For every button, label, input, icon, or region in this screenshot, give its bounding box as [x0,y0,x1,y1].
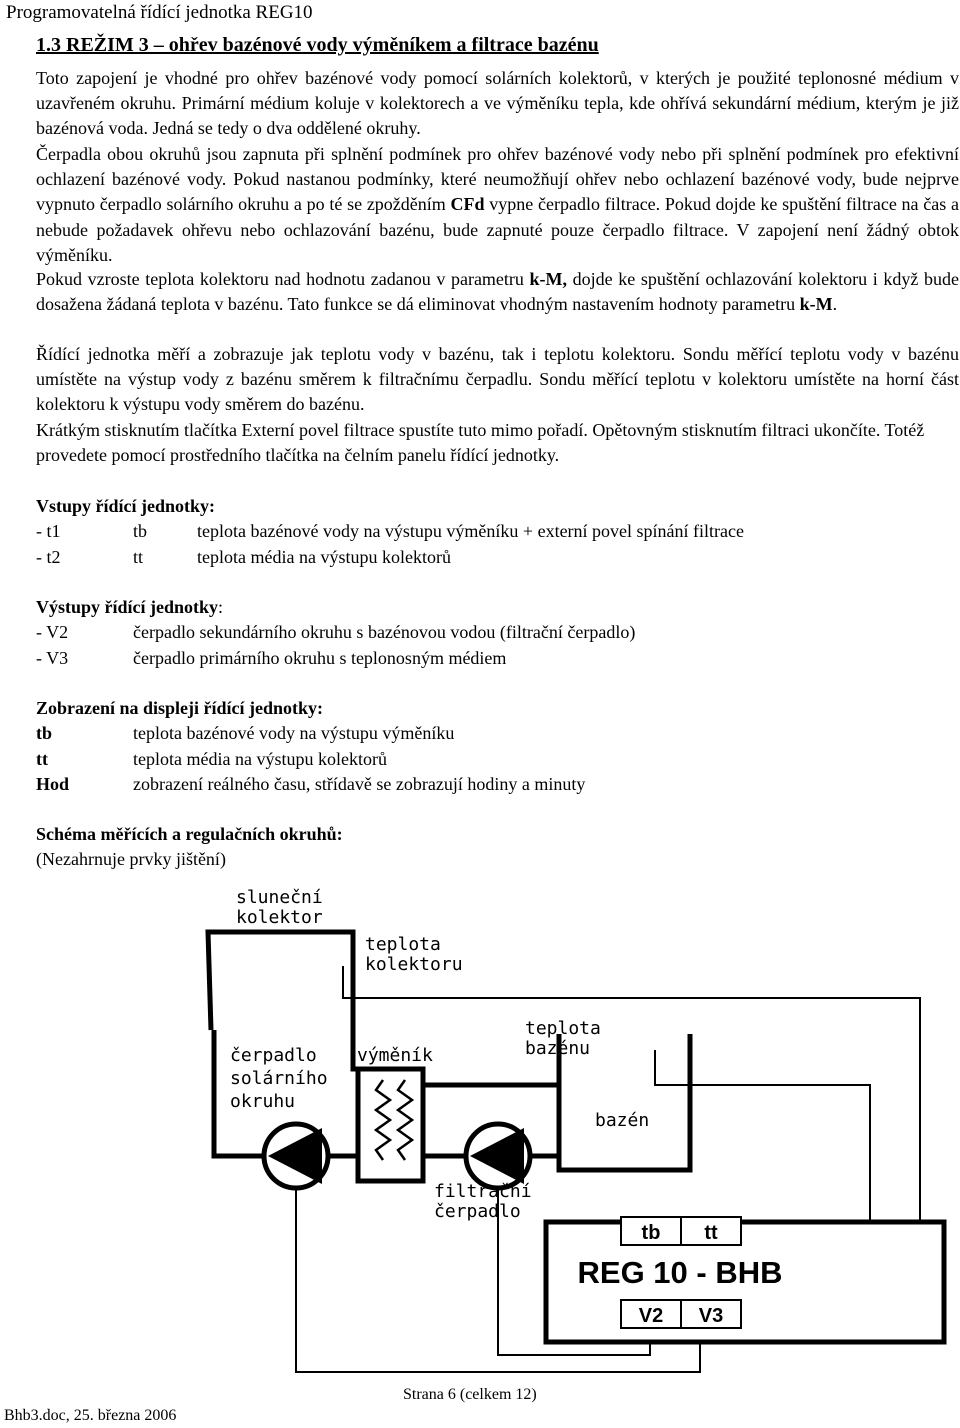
filter-pump-icon [466,1124,530,1188]
input-code: tb [133,521,148,542]
input-desc: teplota média na výstupu kolektorů [197,546,451,567]
paragraph-pumps-text-a: Čerpadla obou okruhů jsou zapnuta při splnění podmínek pro ohřev bazénové vody nebo při splnění podmínek pro efektivní ochlazení bazénové vody. Pokud nastanou podmínky, které neumožňují ohřev nebo ochlazení bazénové vody, bude nejprve vypnuto čerpadlo solárního okruhu a po té se zpožděním [36,144,959,215]
paragraph-filtration-text: Krátkým stisknutím tlačítka Externí povel filtrace spustíte tuto mimo pořadí. Opětovným stisknutím filtraci ukončíte. Totéž provedete pomocí prostředního tlačítka na čelním panelu řídící jednotky. [36,420,925,466]
controller-output-v2: V2 [638,1305,664,1327]
display-code: Hod [36,773,70,794]
label-collector-temp-2: kolektoru [365,954,463,975]
label-solar-pump-2: solárního [230,1068,328,1089]
label-collector-temp-1: teplota [365,934,441,955]
display-desc: zobrazení reálného času, střídavě se zobrazují hodiny a minuty [133,773,586,794]
inputs-heading: Vstupy řídící jednotky: [36,496,216,516]
display-desc: teplota bazénové vody na výstupu výměníku [133,723,455,744]
label-solar-pump-1: čerpadlo [230,1045,317,1066]
wire-sensor-pool [655,1050,870,1222]
outputs-heading-text: Výstupy řídící jednotky [36,597,219,617]
input-id: - t2 [36,546,61,567]
output-id: - V3 [36,647,69,668]
label-pool-temp-2: bazénu [525,1038,591,1059]
paragraph-cooling-text-b: dojde ke spuštění ochlazování kolektoru i když bude dosažena žádaná teplota v bazénu. Tato funkce se dá eliminovat vhodným nastavením hodnoty parametru [36,269,959,315]
section-title: 1.3 REŽIM 3 – ohřev bazénové vody výměníkem a filtrace bazénu [36,34,599,56]
display-code: tt [36,748,48,769]
schema-heading: Schéma měřících a regulačních okruhů: [36,824,343,844]
outputs-heading-colon: : [218,597,224,617]
label-filter-pump-2: čerpadlo [434,1201,521,1222]
display-desc: teplota média na výstupu kolektorů [133,748,387,769]
controller-input-tt: tt [704,1222,718,1244]
input-code: tt [133,546,144,567]
wire-sensor-collector [343,966,920,1222]
solar-pump-icon [264,1124,328,1188]
label-exchanger: výměník [357,1045,433,1066]
schema-note: (Nezahrnuje prvky jištění) [36,849,226,870]
output-desc: čerpadlo sekundárního okruhu s bazénovou vodou (filtrační čerpadlo) [133,622,636,643]
controller-unit [546,1217,944,1342]
label-pool-temp-1: teplota [525,1018,601,1039]
controller-input-tb: tb [641,1222,661,1244]
paragraph-sensors-text: Řídící jednotka měří a zobrazuje jak teplotu vody v bazénu, tak i teplotu kolektoru. Sondu měřící teplotu vody v bazénu umístěte na výstup vody z bazénu směrem k filtračnímu čerpadlu. Sondu měřící teplotu v kolektoru umístěte na horní část kolektoru k výstupu vody směrem do bazénu. [36,344,959,415]
file-info: Bhb3.doc, 25. března 2006 [4,1407,177,1424]
controller-output-v3: V3 [698,1305,724,1327]
display-code: tb [36,723,53,744]
page-number: Strana 6 (celkem 12) [403,1386,537,1403]
param-km-1: k-M, [529,269,568,289]
param-cfd: CFd [450,194,485,215]
solar-collector [208,932,353,1030]
input-desc: teplota bazénové vody na výstupu výměníku + externí povel spínání filtrace [197,521,744,542]
running-header: Programovatelná řídící jednotka REG10 [6,2,313,23]
controller-name: REG 10 - BHB [577,1255,783,1290]
paragraph-pumps-text-b: vypne čerpadlo filtrace. Pokud dojde ke spuštění filtrace na čas a nebude požadavek ohřevu nebo ochlazování bazénu, bude zapnuté pouze čerpadlo filtrace. V zapojení není žádný obtok výměníku. [36,194,959,265]
heat-exchanger [358,1069,423,1181]
input-id: - t1 [36,521,61,542]
heat-exchanger-coils [376,1080,412,1160]
label-pool: bazén [595,1110,650,1131]
paragraph-intro-text: Toto zapojení je vhodné pro ohřev bazénové vody pomocí solárních kolektorů, v kterých je použité teplonosné médium v uzavřeném okruhu. Primární médium koluje v kolektorech a ve výměníku tepla, kde ohřívá sekundární médium, kterým je již bazénová voda. Jedná se tedy o dva oddělené okruhy. [36,68,959,139]
paragraph-cooling-text-a: Pokud vzroste teplota kolektoru nad hodnotu zadanou v parametru [36,269,530,289]
param-km-2: k-M [799,294,833,315]
output-desc: čerpadlo primárního okruhu s teplonosným médiem [133,647,507,668]
label-solar-pump-3: okruhu [230,1091,296,1112]
paragraph-cooling-text-c: . [832,294,838,315]
display-heading: Zobrazení na displeji řídící jednotky: [36,698,324,718]
output-id: - V2 [36,622,69,643]
label-filter-pump-1: filtrační [434,1181,532,1202]
label-collector-2: kolektor [236,907,323,928]
label-collector-1: sluneční [236,887,323,908]
